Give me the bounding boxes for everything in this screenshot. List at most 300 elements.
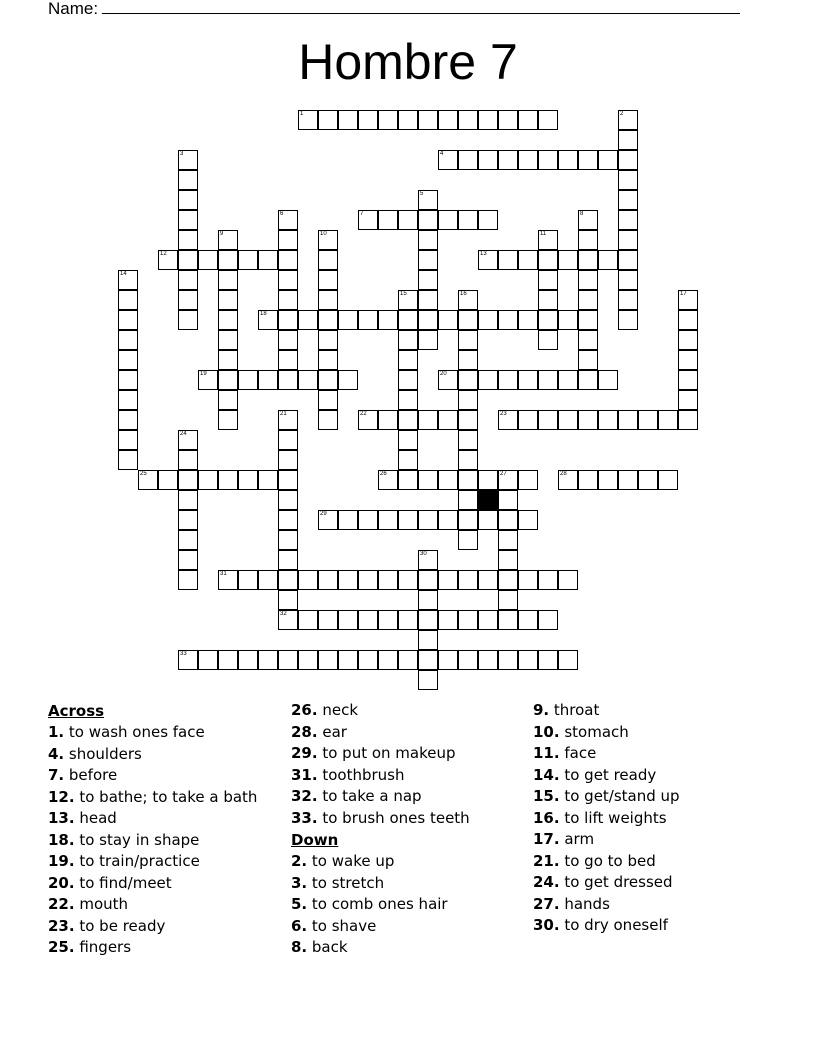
clue-item-number: 9.: [533, 701, 550, 719]
grid-cell[interactable]: [418, 670, 438, 690]
grid-cell[interactable]: [498, 590, 518, 610]
grid-cell[interactable]: [618, 270, 638, 290]
grid-cell[interactable]: [478, 510, 498, 530]
grid-cell[interactable]: [338, 650, 358, 670]
grid-cell[interactable]: [358, 410, 378, 430]
grid-cell[interactable]: [538, 310, 558, 330]
grid-cell[interactable]: [498, 570, 518, 590]
grid-cell[interactable]: [158, 250, 178, 270]
grid-cell[interactable]: [318, 350, 338, 370]
grid-cell[interactable]: [478, 110, 498, 130]
grid-cell[interactable]: [278, 350, 298, 370]
grid-cell[interactable]: [398, 210, 418, 230]
grid-cell[interactable]: [538, 270, 558, 290]
grid-cell[interactable]: [358, 650, 378, 670]
grid-cell[interactable]: [578, 270, 598, 290]
grid-cell[interactable]: [658, 470, 678, 490]
grid-cell[interactable]: [418, 330, 438, 350]
grid-cell[interactable]: [598, 470, 618, 490]
black-cell: [478, 490, 498, 510]
grid-cell[interactable]: [398, 390, 418, 410]
grid-cell[interactable]: [398, 290, 418, 310]
grid-cell[interactable]: [398, 310, 418, 330]
clue-item-text: to put on makeup: [317, 744, 456, 762]
grid-cell[interactable]: [418, 550, 438, 570]
grid-cell[interactable]: [638, 410, 658, 430]
grid-cell[interactable]: [178, 230, 198, 250]
grid-cell[interactable]: [418, 310, 438, 330]
grid-cell[interactable]: [258, 370, 278, 390]
grid-cell[interactable]: [578, 330, 598, 350]
grid-cell[interactable]: [418, 290, 438, 310]
grid-cell[interactable]: [538, 650, 558, 670]
grid-cell[interactable]: [178, 530, 198, 550]
grid-cell[interactable]: [418, 610, 438, 630]
grid-cell[interactable]: [238, 470, 258, 490]
grid-cell[interactable]: [518, 310, 538, 330]
grid-cell[interactable]: [278, 530, 298, 550]
grid-cell[interactable]: [218, 650, 238, 670]
grid-cell[interactable]: [378, 650, 398, 670]
grid-cell[interactable]: [458, 330, 478, 350]
grid-cell[interactable]: [498, 370, 518, 390]
grid-cell[interactable]: [458, 150, 478, 170]
grid-cell[interactable]: [538, 410, 558, 430]
grid-cell[interactable]: [378, 470, 398, 490]
grid-cell[interactable]: [538, 610, 558, 630]
grid-cell[interactable]: [318, 290, 338, 310]
grid-cell[interactable]: [398, 470, 418, 490]
grid-cell[interactable]: [438, 310, 458, 330]
clue-item-text: before: [64, 766, 118, 784]
grid-cell[interactable]: [598, 410, 618, 430]
grid-cell[interactable]: [298, 370, 318, 390]
grid-cell[interactable]: [478, 610, 498, 630]
grid-cell[interactable]: [218, 390, 238, 410]
grid-cell[interactable]: [518, 250, 538, 270]
grid-cell[interactable]: [578, 150, 598, 170]
grid-cell[interactable]: [398, 430, 418, 450]
clue-item-number: 1.: [48, 723, 65, 741]
grid-cell[interactable]: [378, 110, 398, 130]
grid-cell[interactable]: [518, 110, 538, 130]
grid-cell[interactable]: [278, 450, 298, 470]
grid-cell[interactable]: [618, 250, 638, 270]
grid-cell[interactable]: [338, 610, 358, 630]
grid-cell[interactable]: [578, 210, 598, 230]
grid-cell[interactable]: [458, 430, 478, 450]
grid-cell[interactable]: [198, 470, 218, 490]
grid-cell[interactable]: [678, 390, 698, 410]
grid-cell[interactable]: [238, 650, 258, 670]
grid-cell[interactable]: [618, 310, 638, 330]
grid-cell[interactable]: [458, 290, 478, 310]
grid-cell[interactable]: [538, 250, 558, 270]
grid-cell[interactable]: [558, 470, 578, 490]
grid-cell[interactable]: [178, 430, 198, 450]
grid-cell[interactable]: [578, 350, 598, 370]
grid-cell[interactable]: [458, 350, 478, 370]
grid-cell[interactable]: [198, 370, 218, 390]
grid-cell[interactable]: [458, 370, 478, 390]
grid-cell[interactable]: [458, 110, 478, 130]
grid-cell[interactable]: [178, 570, 198, 590]
grid-cell[interactable]: [118, 310, 138, 330]
grid-cell[interactable]: [558, 310, 578, 330]
grid-cell[interactable]: [118, 450, 138, 470]
grid-cell[interactable]: [218, 370, 238, 390]
grid-cell[interactable]: [298, 570, 318, 590]
grid-cell[interactable]: [678, 310, 698, 330]
grid-cell[interactable]: [498, 310, 518, 330]
grid-cell[interactable]: [658, 410, 678, 430]
grid-cell[interactable]: [338, 370, 358, 390]
grid-cell[interactable]: [418, 230, 438, 250]
grid-cell[interactable]: [378, 410, 398, 430]
grid-cell[interactable]: [498, 110, 518, 130]
grid-cell[interactable]: [618, 110, 638, 130]
grid-cell[interactable]: [638, 470, 658, 490]
grid-cell[interactable]: [618, 230, 638, 250]
grid-cell[interactable]: [378, 510, 398, 530]
grid-cell[interactable]: [518, 470, 538, 490]
grid-cell[interactable]: [278, 410, 298, 430]
grid-cell[interactable]: [618, 170, 638, 190]
grid-cell[interactable]: [118, 390, 138, 410]
grid-cell[interactable]: [438, 110, 458, 130]
grid-cell[interactable]: [438, 370, 458, 390]
grid-cell[interactable]: [178, 450, 198, 470]
grid-cell[interactable]: [438, 510, 458, 530]
grid-cell[interactable]: [618, 410, 638, 430]
grid-cell[interactable]: [318, 270, 338, 290]
grid-cell[interactable]: [278, 370, 298, 390]
grid-cell[interactable]: [558, 250, 578, 270]
grid-cell[interactable]: [478, 210, 498, 230]
grid-cell[interactable]: [458, 470, 478, 490]
grid-cell[interactable]: [338, 110, 358, 130]
grid-cell[interactable]: [458, 390, 478, 410]
grid-cell[interactable]: [318, 610, 338, 630]
grid-cell[interactable]: [398, 350, 418, 370]
grid-cell[interactable]: [358, 310, 378, 330]
grid-cell[interactable]: [458, 310, 478, 330]
grid-cell[interactable]: [418, 650, 438, 670]
grid-cell[interactable]: [278, 550, 298, 570]
grid-cell[interactable]: [178, 270, 198, 290]
grid-cell[interactable]: [178, 170, 198, 190]
grid-cell[interactable]: [678, 350, 698, 370]
grid-cell[interactable]: [278, 570, 298, 590]
grid-cell[interactable]: [458, 510, 478, 530]
grid-cell[interactable]: [178, 550, 198, 570]
grid-cell[interactable]: [218, 310, 238, 330]
grid-cell[interactable]: [598, 370, 618, 390]
grid-cell[interactable]: [178, 190, 198, 210]
grid-cell[interactable]: [218, 470, 238, 490]
grid-cell[interactable]: [398, 110, 418, 130]
grid-cell[interactable]: [298, 610, 318, 630]
grid-cell[interactable]: [398, 450, 418, 470]
grid-cell[interactable]: [418, 470, 438, 490]
grid-cell[interactable]: [418, 630, 438, 650]
grid-cell[interactable]: [338, 310, 358, 330]
grid-cell[interactable]: [538, 230, 558, 250]
grid-cell[interactable]: [278, 290, 298, 310]
grid-cell[interactable]: [518, 650, 538, 670]
grid-cell[interactable]: [598, 250, 618, 270]
grid-cell[interactable]: [678, 290, 698, 310]
grid-cell[interactable]: [258, 470, 278, 490]
clue-item-number: 12.: [48, 787, 75, 806]
grid-cell[interactable]: [678, 370, 698, 390]
grid-cell[interactable]: [278, 310, 298, 330]
grid-cell[interactable]: [618, 290, 638, 310]
grid-cell[interactable]: [458, 210, 478, 230]
grid-cell[interactable]: [418, 590, 438, 610]
grid-cell[interactable]: [358, 110, 378, 130]
grid-cell[interactable]: [398, 610, 418, 630]
grid-cell[interactable]: [398, 570, 418, 590]
grid-cell[interactable]: [438, 650, 458, 670]
grid-cell[interactable]: [538, 110, 558, 130]
grid-cell[interactable]: [318, 370, 338, 390]
grid-cell[interactable]: [278, 330, 298, 350]
grid-cell[interactable]: [498, 510, 518, 530]
grid-cell[interactable]: [458, 610, 478, 630]
grid-cell[interactable]: [378, 610, 398, 630]
grid-cell[interactable]: [538, 150, 558, 170]
grid-cell[interactable]: [438, 610, 458, 630]
name-field[interactable]: [48, 0, 740, 19]
grid-cell[interactable]: [318, 110, 338, 130]
grid-cell[interactable]: [498, 610, 518, 630]
grid-cell[interactable]: [498, 490, 518, 510]
clue-item: [291, 916, 470, 938]
grid-cell[interactable]: [278, 490, 298, 510]
grid-cell[interactable]: [318, 250, 338, 270]
grid-cell[interactable]: [458, 570, 478, 590]
grid-cell[interactable]: [478, 650, 498, 670]
grid-cell[interactable]: [158, 470, 178, 490]
grid-cell[interactable]: [498, 530, 518, 550]
grid-cell[interactable]: [278, 430, 298, 450]
grid-cell[interactable]: [178, 470, 198, 490]
grid-cell[interactable]: [478, 570, 498, 590]
grid-cell[interactable]: [118, 270, 138, 290]
grid-cell[interactable]: [458, 490, 478, 510]
grid-cell[interactable]: [418, 190, 438, 210]
grid-cell[interactable]: [498, 250, 518, 270]
grid-cell[interactable]: [398, 650, 418, 670]
grid-cell[interactable]: [538, 290, 558, 310]
grid-cell[interactable]: [278, 610, 298, 630]
grid-cell[interactable]: [318, 410, 338, 430]
grid-cell[interactable]: [398, 370, 418, 390]
grid-cell[interactable]: [418, 510, 438, 530]
grid-cell[interactable]: [178, 290, 198, 310]
grid-cell[interactable]: [558, 650, 578, 670]
grid-cell[interactable]: [518, 410, 538, 430]
grid-cell[interactable]: [498, 550, 518, 570]
grid-cell[interactable]: [578, 250, 598, 270]
grid-cell[interactable]: [178, 210, 198, 230]
grid-cell[interactable]: [418, 410, 438, 430]
grid-cell[interactable]: [438, 470, 458, 490]
grid-cell[interactable]: [218, 330, 238, 350]
grid-cell[interactable]: [178, 510, 198, 530]
grid-cell[interactable]: [438, 410, 458, 430]
grid-cell[interactable]: [558, 570, 578, 590]
clue-number: 16: [460, 291, 467, 297]
grid-cell[interactable]: [518, 370, 538, 390]
grid-cell[interactable]: [178, 650, 198, 670]
grid-cell[interactable]: [218, 410, 238, 430]
grid-cell[interactable]: [278, 470, 298, 490]
grid-cell[interactable]: [478, 150, 498, 170]
grid-cell[interactable]: [518, 150, 538, 170]
grid-cell[interactable]: [498, 470, 518, 490]
grid-cell[interactable]: [398, 510, 418, 530]
grid-cell[interactable]: [278, 270, 298, 290]
grid-cell[interactable]: [258, 570, 278, 590]
grid-cell[interactable]: [318, 310, 338, 330]
grid-cell[interactable]: [378, 210, 398, 230]
grid-cell[interactable]: [278, 590, 298, 610]
grid-cell[interactable]: [278, 510, 298, 530]
grid-cell[interactable]: [418, 570, 438, 590]
grid-cell[interactable]: [558, 150, 578, 170]
grid-cell[interactable]: [178, 310, 198, 330]
grid-cell[interactable]: [298, 310, 318, 330]
grid-cell[interactable]: [458, 450, 478, 470]
grid-cell[interactable]: [358, 570, 378, 590]
grid-cell[interactable]: [198, 250, 218, 270]
grid-cell[interactable]: [618, 150, 638, 170]
grid-cell[interactable]: [238, 370, 258, 390]
grid-cell[interactable]: [578, 310, 598, 330]
grid-cell[interactable]: [578, 370, 598, 390]
grid-cell[interactable]: [438, 210, 458, 230]
grid-cell[interactable]: [418, 270, 438, 290]
grid-cell[interactable]: [378, 310, 398, 330]
grid-cell[interactable]: [458, 650, 478, 670]
grid-cell[interactable]: [178, 150, 198, 170]
grid-cell[interactable]: [338, 510, 358, 530]
grid-cell[interactable]: [238, 250, 258, 270]
grid-cell[interactable]: [278, 230, 298, 250]
grid-cell[interactable]: [178, 490, 198, 510]
grid-cell[interactable]: [318, 650, 338, 670]
grid-cell[interactable]: [318, 330, 338, 350]
grid-cell[interactable]: [518, 510, 538, 530]
grid-cell[interactable]: [358, 510, 378, 530]
grid-cell[interactable]: [118, 330, 138, 350]
grid-cell[interactable]: [218, 570, 238, 590]
grid-cell[interactable]: [358, 210, 378, 230]
grid-cell[interactable]: [358, 610, 378, 630]
grid-cell[interactable]: [578, 290, 598, 310]
grid-cell[interactable]: [218, 250, 238, 270]
grid-cell[interactable]: [678, 330, 698, 350]
grid-cell[interactable]: [318, 570, 338, 590]
grid-cell[interactable]: [438, 150, 458, 170]
grid-cell[interactable]: [578, 410, 598, 430]
grid-cell[interactable]: [498, 410, 518, 430]
grid-cell[interactable]: [618, 130, 638, 150]
grid-cell[interactable]: [298, 110, 318, 130]
grid-cell[interactable]: [538, 330, 558, 350]
grid-cell[interactable]: [478, 310, 498, 330]
grid-cell[interactable]: [478, 470, 498, 490]
grid-cell[interactable]: [618, 210, 638, 230]
grid-cell[interactable]: [458, 410, 478, 430]
grid-cell[interactable]: [218, 350, 238, 370]
grid-cell[interactable]: [218, 270, 238, 290]
name-underline[interactable]: [102, 0, 740, 14]
grid-cell[interactable]: [198, 650, 218, 670]
grid-cell[interactable]: [278, 210, 298, 230]
grid-cell[interactable]: [418, 250, 438, 270]
grid-cell[interactable]: [478, 250, 498, 270]
grid-cell[interactable]: [438, 570, 458, 590]
grid-cell[interactable]: [538, 570, 558, 590]
grid-cell[interactable]: [478, 370, 498, 390]
grid-cell[interactable]: [218, 230, 238, 250]
grid-cell[interactable]: [118, 430, 138, 450]
grid-cell[interactable]: [398, 330, 418, 350]
grid-cell[interactable]: [278, 650, 298, 670]
grid-cell[interactable]: [118, 350, 138, 370]
grid-cell[interactable]: [318, 230, 338, 250]
grid-cell[interactable]: [258, 250, 278, 270]
grid-cell[interactable]: [398, 410, 418, 430]
grid-cell[interactable]: [118, 410, 138, 430]
grid-cell[interactable]: [318, 390, 338, 410]
grid-cell[interactable]: [578, 230, 598, 250]
grid-cell[interactable]: [318, 510, 338, 530]
grid-cell[interactable]: [518, 570, 538, 590]
grid-cell[interactable]: [258, 650, 278, 670]
grid-cell[interactable]: [538, 370, 558, 390]
grid-cell[interactable]: [618, 190, 638, 210]
grid-cell[interactable]: [618, 470, 638, 490]
grid-cell[interactable]: [218, 290, 238, 310]
grid-cell[interactable]: [558, 370, 578, 390]
grid-cell[interactable]: [138, 470, 158, 490]
grid-cell[interactable]: [278, 250, 298, 270]
grid-cell[interactable]: [258, 310, 278, 330]
grid-cell[interactable]: [678, 410, 698, 430]
grid-cell[interactable]: [378, 570, 398, 590]
grid-cell[interactable]: [498, 150, 518, 170]
grid-cell[interactable]: [418, 110, 438, 130]
grid-cell[interactable]: [118, 290, 138, 310]
grid-cell[interactable]: [338, 570, 358, 590]
grid-cell[interactable]: [558, 410, 578, 430]
grid-cell[interactable]: [178, 250, 198, 270]
grid-cell[interactable]: [238, 570, 258, 590]
grid-cell[interactable]: [418, 210, 438, 230]
grid-cell[interactable]: [498, 650, 518, 670]
grid-cell[interactable]: [458, 530, 478, 550]
grid-cell[interactable]: [598, 150, 618, 170]
grid-cell[interactable]: [118, 370, 138, 390]
grid-cell[interactable]: [518, 610, 538, 630]
grid-cell[interactable]: [298, 650, 318, 670]
clue-item-text: to stretch: [307, 873, 385, 892]
grid-cell[interactable]: [578, 470, 598, 490]
